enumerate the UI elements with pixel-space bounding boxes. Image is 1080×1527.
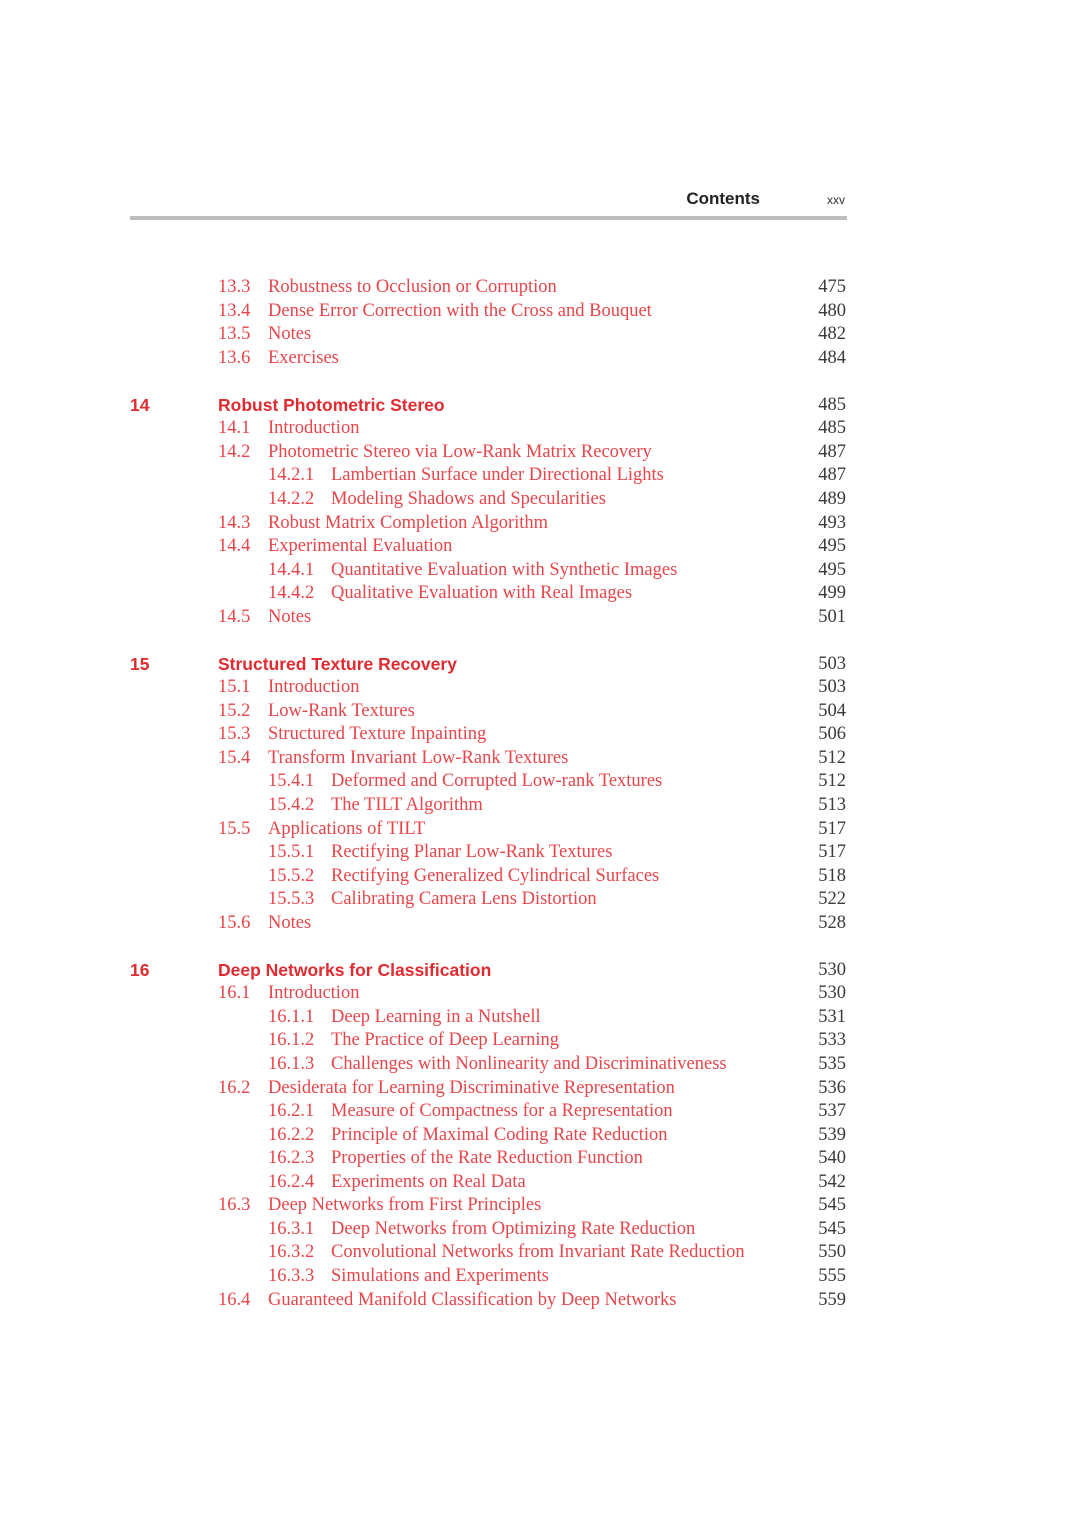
running-header-title: Contents: [686, 189, 760, 208]
toc-section-row[interactable]: [0, 982, 1080, 1005]
toc-entry-number: 16.1: [218, 983, 251, 1004]
toc-subsection-row[interactable]: [0, 841, 1080, 864]
toc-entry-title[interactable]: Exercises: [268, 347, 339, 368]
toc-entry-page-number: 537: [818, 1101, 846, 1122]
toc-entry-title[interactable]: Transform Invariant Low-Rank Textures: [268, 747, 569, 768]
toc-entry-title[interactable]: Experimental Evaluation: [268, 536, 453, 556]
toc-entry-number: 15.4: [218, 747, 251, 768]
toc-entry-page-number: 559: [818, 1289, 846, 1310]
toc-subsection-row[interactable]: [0, 1100, 1080, 1123]
toc-entry-title[interactable]: Principle of Maximal Coding Rate Reduction: [331, 1124, 668, 1145]
toc-entry-title[interactable]: Experiments on Real Data: [331, 1171, 526, 1192]
toc-entry-page-number: 489: [818, 488, 846, 509]
toc-entry-page-number: 528: [818, 912, 846, 933]
toc-entry-title[interactable]: Desiderata for Learning Discriminative Representation: [268, 1077, 675, 1098]
toc-entry-title[interactable]: Applications of TILT: [268, 818, 426, 839]
toc-section-row[interactable]: [0, 1077, 1080, 1100]
toc-entry-number: 14.2.2: [268, 488, 315, 509]
toc-entry-title[interactable]: Low-Rank Textures: [268, 700, 415, 721]
toc-subsection-row[interactable]: [0, 1006, 1080, 1029]
toc-entry-page-number: 550: [818, 1242, 846, 1263]
toc-entry-number: 16.1.2: [268, 1030, 315, 1051]
toc-entry-title[interactable]: Photometric Stereo via Low-Rank Matrix Recovery: [268, 441, 652, 462]
toc-section-row[interactable]: [0, 747, 1080, 770]
toc-entry-page-number: 545: [818, 1195, 846, 1216]
toc-entry-number: 15.4.2: [268, 795, 315, 815]
toc-entry-number: 16.4: [218, 1289, 251, 1310]
toc-entry-page-number: 499: [818, 583, 846, 604]
toc-entry-number: 15.5.2: [268, 865, 315, 886]
toc-entry-title[interactable]: Modeling Shadows and Specularities: [331, 488, 606, 509]
toc-subsection-row[interactable]: [0, 888, 1080, 911]
toc-entry-number: 15.1: [218, 677, 251, 698]
toc-entry-title[interactable]: Structured Texture Inpainting: [268, 724, 487, 745]
toc-section-row[interactable]: [0, 1194, 1080, 1217]
toc-entry-title[interactable]: Introduction: [268, 677, 360, 698]
toc-section-row[interactable]: [0, 723, 1080, 746]
toc-entry-title[interactable]: Properties of the Rate Reduction Function: [331, 1148, 643, 1169]
toc-entry-page-number: 535: [818, 1054, 846, 1074]
toc-subsection-row[interactable]: [0, 488, 1080, 511]
toc-section-row[interactable]: [0, 323, 1080, 346]
toc-entry-number: 14.4.2: [268, 583, 315, 604]
toc-entry-page-number: 503: [818, 653, 846, 674]
toc-entry-title[interactable]: Deep Networks from First Principles: [268, 1195, 542, 1216]
toc-entry-number: 16.2.3: [268, 1148, 315, 1169]
toc-entry-page-number: 512: [818, 747, 846, 768]
toc-entry-number: 14: [130, 394, 150, 415]
toc-entry-number: 14.2.1: [268, 465, 315, 486]
toc-entry-title[interactable]: The TILT Algorithm: [331, 795, 483, 815]
toc-entry-number: 15.4.1: [268, 771, 315, 792]
toc-subsection-row[interactable]: [0, 865, 1080, 888]
toc-entry-number: 15.5.1: [268, 842, 315, 863]
toc-entry-page-number: 545: [818, 1218, 846, 1239]
toc-entry-number: 13.4: [218, 300, 251, 321]
toc-subsection-row[interactable]: [0, 1241, 1080, 1264]
toc-entry-number: 15.5.3: [268, 889, 315, 910]
toc-subsection-row[interactable]: [0, 1218, 1080, 1241]
toc-entry-title[interactable]: Structured Texture Recovery: [218, 653, 457, 674]
toc-entry-page-number: 504: [818, 700, 846, 721]
toc-entry-number: 14.1: [218, 418, 251, 439]
toc-entry-number: 16.2: [218, 1077, 251, 1098]
toc-entry-title[interactable]: Introduction: [268, 983, 360, 1004]
toc-section-row[interactable]: [0, 1289, 1080, 1312]
toc-entry-title[interactable]: Rectifying Planar Low-Rank Textures: [331, 842, 613, 863]
toc-section-row[interactable]: [0, 512, 1080, 535]
toc-entry-number: 15.5: [218, 818, 251, 839]
toc-entry-page-number: 485: [818, 418, 846, 439]
toc-entry-title[interactable]: Rectifying Generalized Cylindrical Surfaces: [331, 865, 660, 886]
toc-entry-page-number: 539: [818, 1124, 846, 1145]
toc-entry-page-number: 536: [818, 1077, 846, 1098]
toc-entry-title[interactable]: Dense Error Correction with the Cross and Bouquet: [268, 300, 652, 321]
toc-entry-page-number: 513: [818, 795, 846, 815]
toc-entry-page-number: 480: [818, 300, 846, 321]
toc-entry-title[interactable]: Quantitative Evaluation with Synthetic Images: [331, 559, 678, 580]
toc-entry-page-number: 493: [818, 512, 846, 533]
toc-section-row[interactable]: [0, 300, 1080, 323]
toc-entry-title[interactable]: Convolutional Networks from Invariant Rate Reduction: [331, 1242, 745, 1263]
toc-section-row[interactable]: [0, 441, 1080, 464]
toc-entry-title[interactable]: Calibrating Camera Lens Distortion: [331, 889, 597, 910]
toc-entry-title[interactable]: Simulations and Experiments: [331, 1265, 549, 1286]
toc-entry-page-number: 487: [818, 441, 846, 462]
toc-section-row[interactable]: [0, 700, 1080, 723]
toc-entry-page-number: 487: [818, 465, 846, 486]
toc-entry-page-number: 540: [818, 1148, 846, 1169]
toc-entry-page-number: 475: [818, 277, 846, 297]
toc-entry-page-number: 542: [818, 1171, 846, 1192]
toc-entry-page-number: 495: [818, 559, 846, 580]
toc-entry-number: 16.2.1: [268, 1101, 315, 1122]
toc-entry-title[interactable]: Measure of Compactness for a Representation: [331, 1101, 673, 1122]
toc-entry-title[interactable]: Notes: [268, 912, 312, 933]
toc-entry-page-number: 501: [818, 606, 846, 627]
toc-entry-page-number: 531: [818, 1006, 846, 1027]
toc-entry-number: 16.3.1: [268, 1218, 315, 1239]
toc-entry-page-number: 522: [818, 889, 846, 910]
toc-subsection-row[interactable]: [0, 1265, 1080, 1288]
toc-entry-title[interactable]: Notes: [268, 324, 312, 345]
toc-entry-page-number: 530: [818, 983, 846, 1004]
toc-section-row[interactable]: [0, 912, 1080, 935]
toc-entry-title[interactable]: Deformed and Corrupted Low-rank Textures: [331, 771, 663, 792]
toc-entry-number: 14.2: [218, 441, 251, 462]
toc-entry-title[interactable]: Lambertian Surface under Directional Lights: [331, 465, 664, 486]
toc-section-row[interactable]: [0, 276, 1080, 299]
toc-subsection-row[interactable]: [0, 1053, 1080, 1076]
toc-section-row[interactable]: [0, 347, 1080, 370]
toc-chapter-row[interactable]: [0, 653, 1080, 676]
toc-section-row[interactable]: [0, 535, 1080, 558]
toc-subsection-row[interactable]: [0, 582, 1080, 605]
toc-entry-number: 14.5: [218, 606, 251, 627]
toc-entry-number: 13.3: [218, 277, 251, 297]
toc-entry-number: 15.2: [218, 700, 251, 721]
toc-entry-number: 14.3: [218, 512, 251, 533]
toc-entry-title[interactable]: Introduction: [268, 418, 360, 439]
toc-subsection-row[interactable]: [0, 1171, 1080, 1194]
toc-entry-page-number: 533: [818, 1030, 846, 1051]
header-rule: [130, 216, 847, 220]
toc-entry-page-number: 495: [818, 536, 846, 556]
toc-entry-title[interactable]: Deep Networks for Classification: [218, 959, 492, 980]
toc-subsection-row[interactable]: [0, 770, 1080, 793]
toc-entry-title[interactable]: Robust Matrix Completion Algorithm: [268, 512, 549, 533]
toc-entry-title[interactable]: Challenges with Nonlinearity and Discriminativeness: [331, 1054, 727, 1074]
toc-entry-page-number: 512: [818, 771, 846, 792]
toc-subsection-row[interactable]: [0, 794, 1080, 817]
toc-entry-number: 16.2.4: [268, 1171, 315, 1192]
toc-entry-page-number: 482: [818, 324, 846, 345]
toc-entry-number: 13.6: [218, 347, 251, 368]
toc-entry-title[interactable]: Robust Photometric Stereo: [218, 394, 445, 415]
toc-chapter-row[interactable]: [0, 394, 1080, 417]
toc-entry-number: 13.5: [218, 324, 251, 345]
toc-entry-page-number: 517: [818, 842, 846, 863]
toc-entry-title[interactable]: Robustness to Occlusion or Corruption: [268, 277, 557, 297]
toc-entry-title[interactable]: Qualitative Evaluation with Real Images: [331, 583, 633, 604]
toc-entry-title[interactable]: Guaranteed Manifold Classification by Deep Networks: [268, 1289, 677, 1310]
toc-entry-number: 16.1.1: [268, 1006, 315, 1027]
toc-entry-number: 16.3.2: [268, 1242, 315, 1263]
toc-entry-page-number: 506: [818, 724, 846, 745]
toc-entry-page-number: 503: [818, 677, 846, 698]
toc-subsection-row[interactable]: [0, 464, 1080, 487]
toc-chapter-row[interactable]: [0, 959, 1080, 982]
toc-entry-number: 16.2.2: [268, 1124, 315, 1145]
toc-entry-page-number: 517: [818, 818, 846, 839]
toc-subsection-row[interactable]: [0, 1147, 1080, 1170]
toc-entry-number: 16: [130, 959, 150, 980]
toc-subsection-row[interactable]: [0, 1029, 1080, 1052]
toc-entry-number: 15.3: [218, 724, 251, 745]
toc-section-row[interactable]: [0, 606, 1080, 629]
toc-entry-number: 14.4: [218, 536, 251, 556]
toc-entry-title[interactable]: The Practice of Deep Learning: [331, 1030, 560, 1051]
toc-entry-page-number: 484: [818, 347, 846, 368]
toc-entry-page-number: 485: [818, 394, 846, 415]
toc-entry-number: 14.4.1: [268, 559, 315, 580]
toc-entry-title[interactable]: Notes: [268, 606, 312, 627]
toc-entry-number: 16.1.3: [268, 1054, 315, 1074]
running-header: [130, 186, 847, 214]
toc-subsection-row[interactable]: [0, 1124, 1080, 1147]
toc-entry-title[interactable]: Deep Learning in a Nutshell: [331, 1006, 541, 1027]
toc-entry-number: 16.3.3: [268, 1265, 315, 1286]
toc-entry-number: 15: [130, 653, 150, 674]
toc-entry-title[interactable]: Deep Networks from Optimizing Rate Reduction: [331, 1218, 696, 1239]
toc-section-row[interactable]: [0, 676, 1080, 699]
toc-entry-page-number: 518: [818, 865, 846, 886]
toc-subsection-row[interactable]: [0, 559, 1080, 582]
toc-entry-page-number: 555: [818, 1265, 846, 1286]
toc-section-row[interactable]: [0, 417, 1080, 440]
toc-entry-number: 16.3: [218, 1195, 251, 1216]
running-header-page-number: xxv: [827, 193, 845, 207]
toc-section-row[interactable]: [0, 818, 1080, 841]
toc-entry-page-number: 530: [818, 959, 846, 980]
toc-entry-number: 15.6: [218, 912, 251, 933]
